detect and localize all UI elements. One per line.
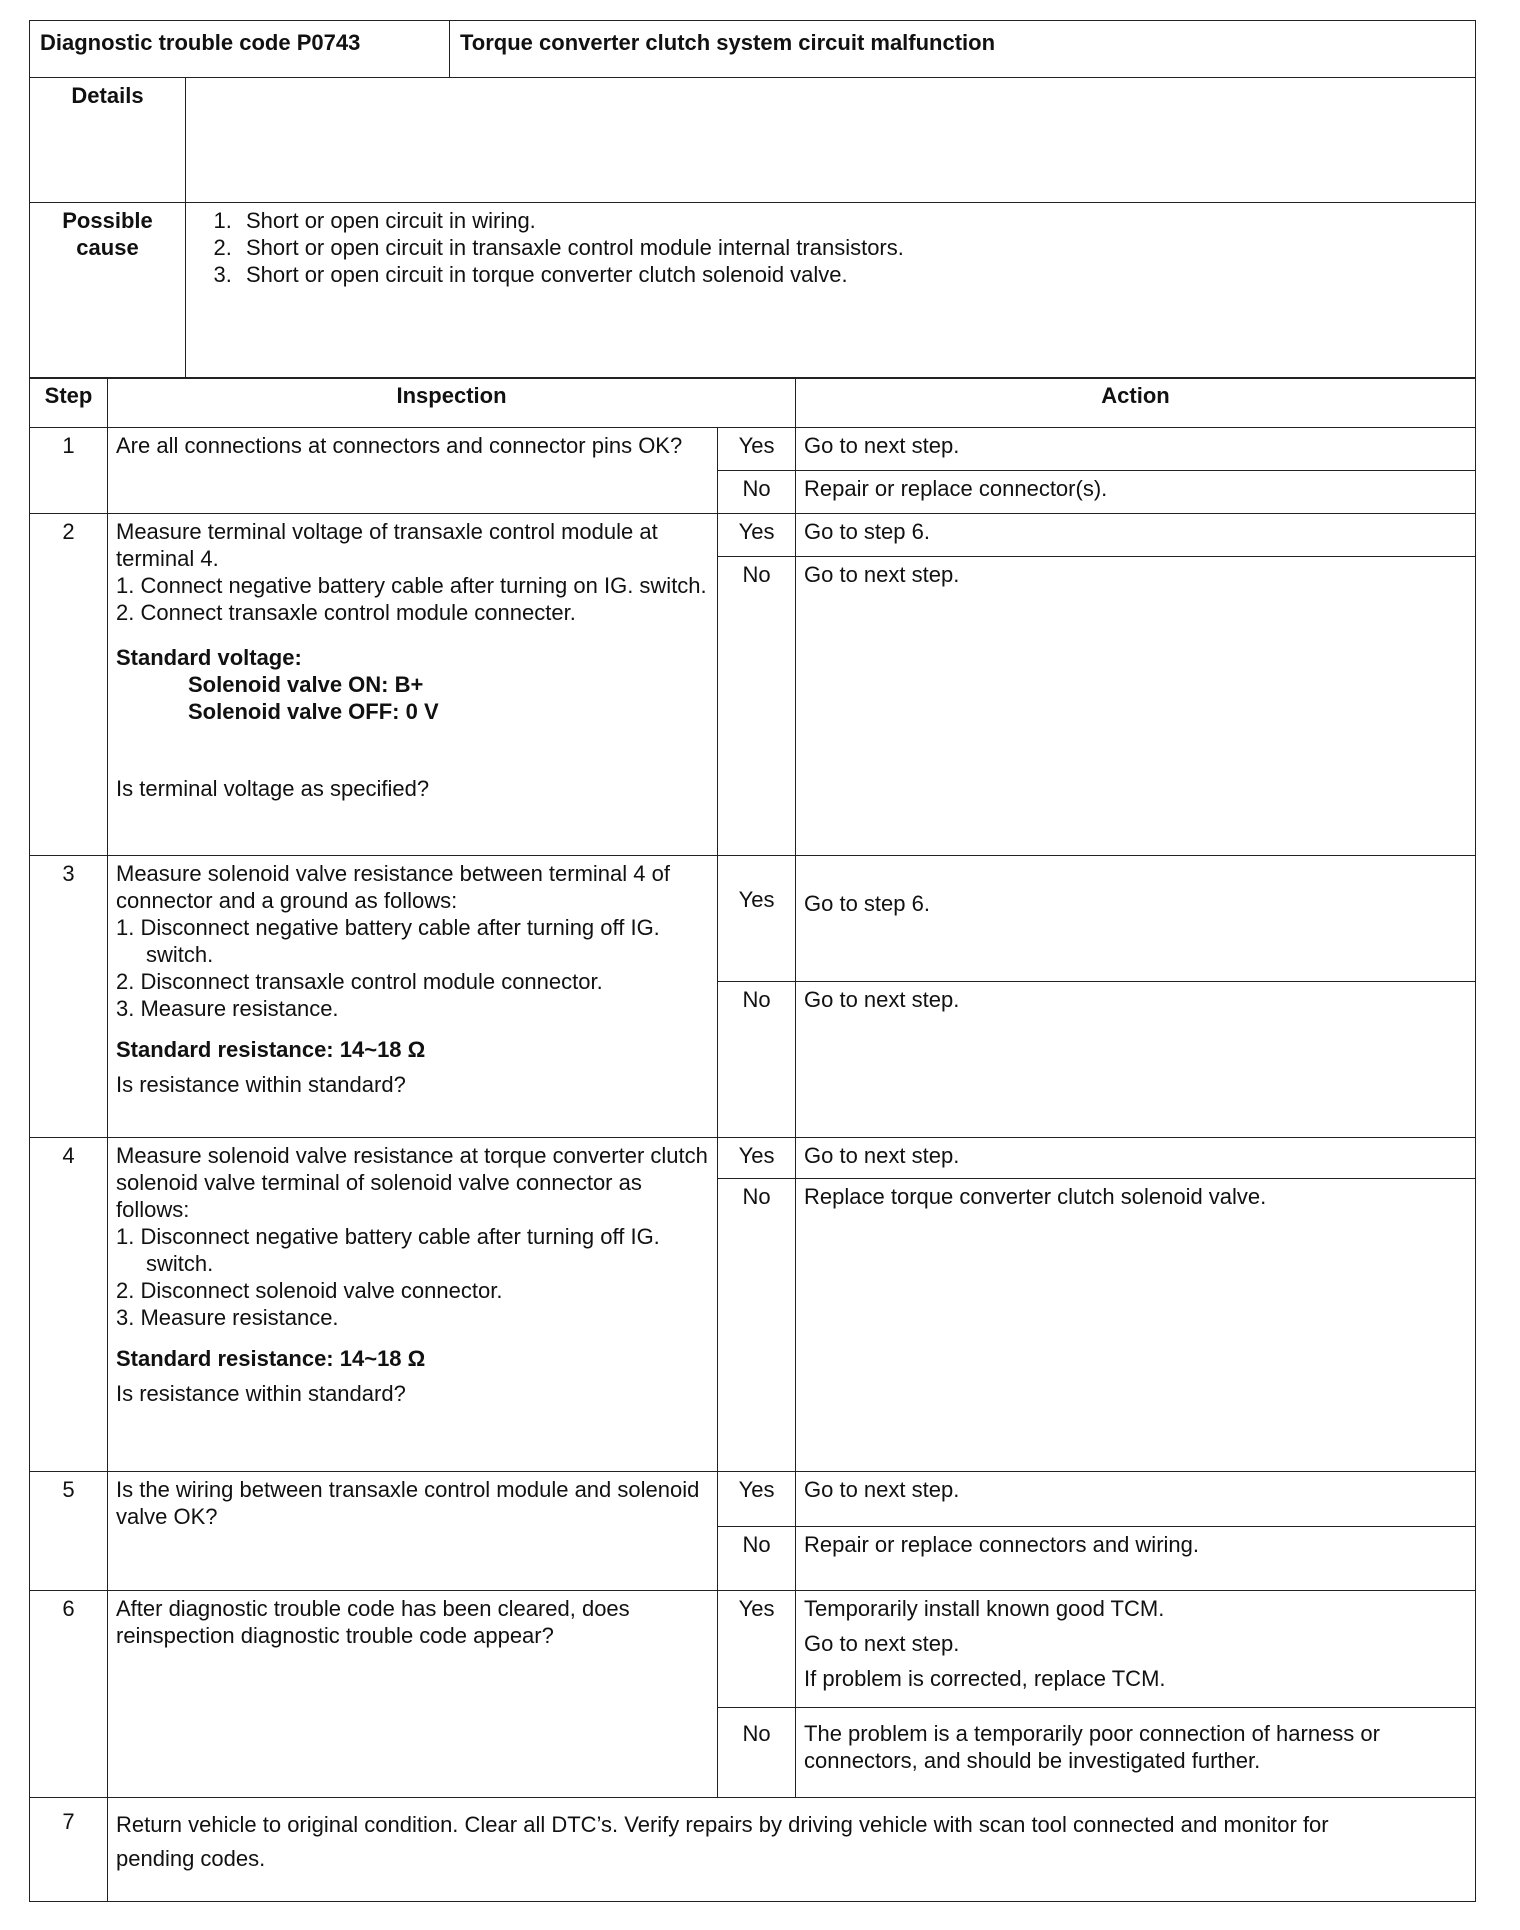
details-label: Details [30, 77, 186, 202]
step-number: 4 [30, 1138, 108, 1472]
procedure-item: 2. Disconnect solenoid valve connector. [116, 1278, 503, 1303]
step-number: 3 [30, 856, 108, 1138]
no-action: Go to next step. [796, 982, 1476, 1138]
inspection-column-header: Inspection [108, 378, 796, 428]
column-header-row [30, 378, 1476, 428]
no-action: Go to next step. [796, 557, 1476, 856]
possible-cause-list [194, 207, 1467, 288]
procedure-item: 1. Disconnect negative battery cable after turning off IG. switch. [116, 915, 660, 967]
procedure-item: 3. Measure resistance. [116, 1305, 339, 1330]
procedure-item: 2. Disconnect transaxle control module connector. [116, 969, 603, 994]
details-cause-table [29, 77, 1476, 379]
yes-action-line: Go to next step. [804, 1631, 960, 1656]
cause-item: 1. Short or open circuit in wiring. [238, 207, 1467, 234]
yes-label: Yes [718, 1472, 796, 1527]
no-label: No [718, 471, 796, 514]
step-number: 1 [30, 428, 108, 514]
step-question: Is resistance within standard? [116, 1072, 406, 1097]
step-number: 5 [30, 1472, 108, 1591]
no-label: No [718, 1179, 796, 1472]
yes-action [796, 1591, 1476, 1708]
step-intro: Measure solenoid valve resistance between terminal 4 of connector and a ground as follows: [116, 861, 670, 913]
step-procedure-list [116, 1223, 709, 1331]
step-row [30, 1472, 1476, 1527]
yes-action: Go to next step. [796, 1138, 1476, 1179]
dtc-code-label: Diagnostic trouble code P0743 [30, 21, 450, 78]
step-procedure-list [116, 572, 709, 626]
no-action: The problem is a temporarily poor connection of harness or connectors, and should be investigated further. [796, 1708, 1476, 1798]
step-inspection: Is the wiring between transaxle control module and solenoid valve OK? [108, 1472, 718, 1591]
dtc-title: Torque converter clutch system circuit malfunction [450, 21, 1476, 78]
step-inspection: After diagnostic trouble code has been cleared, does reinspection diagnostic trouble code appear? [108, 1591, 718, 1798]
no-action: Repair or replace connector(s). [796, 471, 1476, 514]
procedure-item: 1. Disconnect negative battery cable after turning off IG. switch. [116, 1224, 660, 1276]
step-intro: Measure terminal voltage of transaxle control module at terminal 4. [116, 519, 658, 571]
yes-label: Yes [718, 428, 796, 471]
no-label: No [718, 1527, 796, 1591]
procedure-item: 2. Connect transaxle control module connecter. [116, 600, 576, 625]
step-intro: Measure solenoid valve resistance at torque converter clutch solenoid valve terminal of solenoid valve connector as follows: [116, 1143, 708, 1222]
action-column-header: Action [796, 378, 1476, 428]
step-inspection: Return vehicle to original condition. Clear all DTC’s. Verify repairs by driving vehicle with scan tool connected and monitor for pending codes. [108, 1798, 1476, 1902]
diagnostic-document [29, 20, 1475, 1902]
step-column-header: Step [30, 378, 108, 428]
step-procedure-list [116, 914, 709, 1022]
no-label: No [718, 1708, 796, 1798]
step-inspection: Are all connections at connectors and connector pins OK? [108, 428, 718, 514]
step-row [30, 428, 1476, 471]
yes-action: Go to step 6. [796, 514, 1476, 557]
yes-action: Go to step 6. [796, 856, 1476, 982]
steps-table [29, 377, 1476, 1902]
yes-action: Go to next step. [796, 428, 1476, 471]
step-row [30, 1798, 1476, 1902]
yes-action: Go to next step. [796, 1472, 1476, 1527]
no-label: No [718, 982, 796, 1138]
step-question: Is terminal voltage as specified? [116, 776, 430, 801]
procedure-item: 3. Measure resistance. [116, 996, 339, 1021]
spec-title: Standard voltage: [116, 645, 302, 670]
spec-line: Solenoid valve OFF: 0 V [188, 699, 439, 724]
yes-action-line: If problem is corrected, replace TCM. [804, 1666, 1166, 1691]
step-question: Is resistance within standard? [116, 1381, 406, 1406]
yes-label: Yes [718, 856, 796, 982]
step-row [30, 1591, 1476, 1708]
yes-label: Yes [718, 514, 796, 557]
step-number: 2 [30, 514, 108, 856]
possible-cause-label: Possible cause [30, 202, 186, 378]
spec-title: Standard resistance: 14~18 Ω [116, 1346, 426, 1371]
cause-item: 3. Short or open circuit in torque converter clutch solenoid valve. [238, 261, 1467, 288]
yes-label: Yes [718, 1138, 796, 1179]
no-action: Repair or replace connectors and wiring. [796, 1527, 1476, 1591]
spec-line: Solenoid valve ON: B+ [188, 672, 424, 697]
step-inspection [108, 1138, 718, 1472]
details-content [186, 77, 1476, 202]
yes-label: Yes [718, 1591, 796, 1708]
dtc-header-table [29, 20, 1476, 78]
step-row [30, 514, 1476, 557]
no-label: No [718, 557, 796, 856]
yes-action-line: Temporarily install known good TCM. [804, 1596, 1165, 1621]
no-action: Replace torque converter clutch solenoid valve. [796, 1179, 1476, 1472]
step-row [30, 1138, 1476, 1179]
step-number: 7 [30, 1798, 108, 1902]
cause-item: 2. Short or open circuit in transaxle control module internal transistors. [238, 234, 1467, 261]
procedure-item: 1. Connect negative battery cable after turning on IG. switch. [116, 573, 707, 598]
spec-title: Standard resistance: 14~18 Ω [116, 1037, 426, 1062]
step-row [30, 856, 1476, 982]
possible-cause-content [186, 202, 1476, 378]
step-inspection [108, 856, 718, 1138]
step-inspection [108, 514, 718, 856]
step-number: 6 [30, 1591, 108, 1798]
